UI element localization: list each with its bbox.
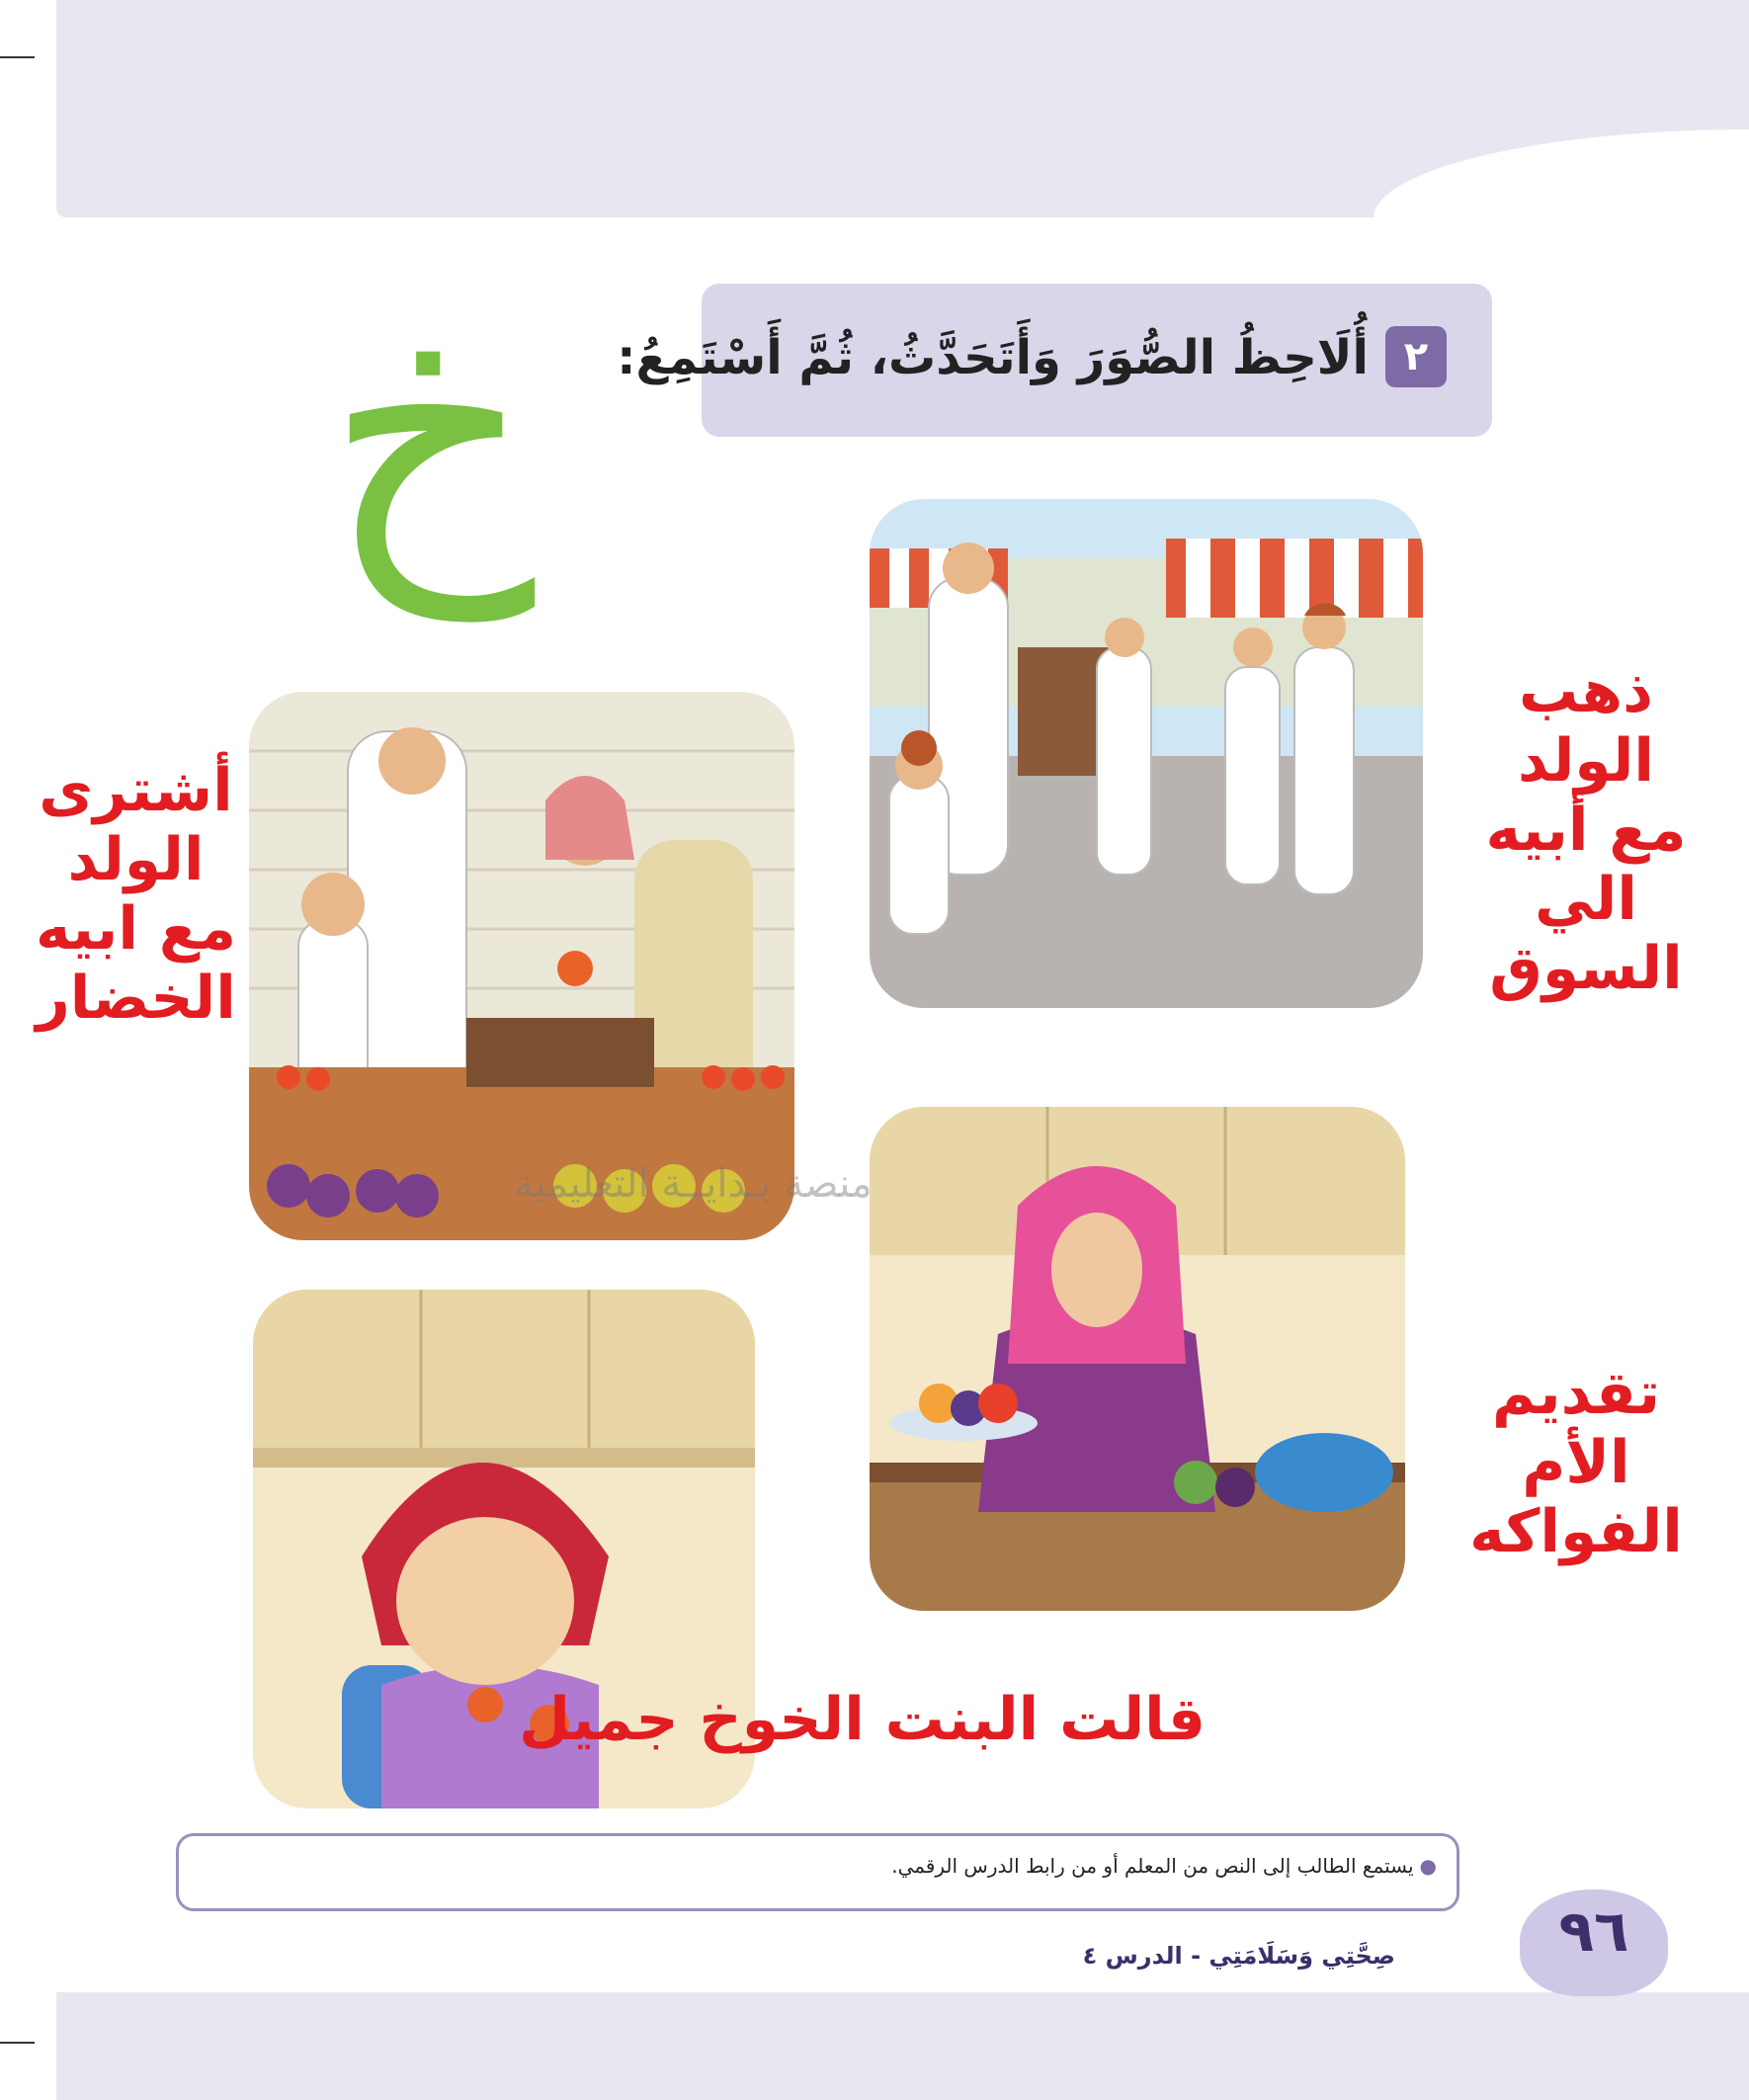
instruction-box — [617, 284, 1492, 437]
watermark: منصة بـدايــة التعليمية — [514, 1161, 873, 1207]
caption-line: الخضار — [36, 964, 236, 1033]
instruction-number: ٢ — [1385, 326, 1447, 387]
caption-line: مع ابيه — [36, 894, 236, 964]
caption-grocer — [0, 756, 272, 1033]
footer-lesson-title: صِحَّتِي وَسَلَامَتِي - الدرس ٤ — [1082, 1942, 1395, 1970]
teacher-note — [891, 1854, 1437, 1878]
caption-line: ذهب الولد — [1518, 657, 1654, 796]
crop-mark — [0, 2042, 35, 2044]
teacher-note-text: يستمع الطالب إلى النص من المعلم أو من رابط الدرس الرقمي. — [891, 1854, 1414, 1878]
bullet-icon: ● — [1419, 1854, 1437, 1878]
header-band — [56, 0, 1749, 217]
teacher-note-box — [176, 1833, 1459, 1911]
caption-mother — [1462, 1359, 1690, 1566]
page-number: ٩٦ — [1558, 1897, 1629, 1965]
illustration-market — [870, 499, 1423, 1008]
caption-line: أشترى الولد — [39, 756, 233, 894]
instruction-text: أُلَاحِظُ الصُّوَرَ وَأَتَحَدَّثُ، ثُمَّ أَسْتَمِعُ: — [617, 330, 1369, 385]
caption-line: مع أبيه الي — [1485, 796, 1687, 934]
caption-line: السوق — [1489, 934, 1683, 1003]
footer-band — [56, 1992, 1749, 2100]
lesson-letter: خ — [324, 240, 536, 620]
illustration-mother — [870, 1107, 1405, 1611]
caption-girl: قالت البنت الخوخ جميل — [519, 1685, 1206, 1754]
caption-line: الفواكه — [1469, 1497, 1683, 1566]
caption-market — [1453, 657, 1719, 1003]
caption-line: تقديم الأم — [1492, 1359, 1660, 1497]
crop-mark — [0, 56, 35, 58]
illustration-grocer — [249, 692, 794, 1240]
